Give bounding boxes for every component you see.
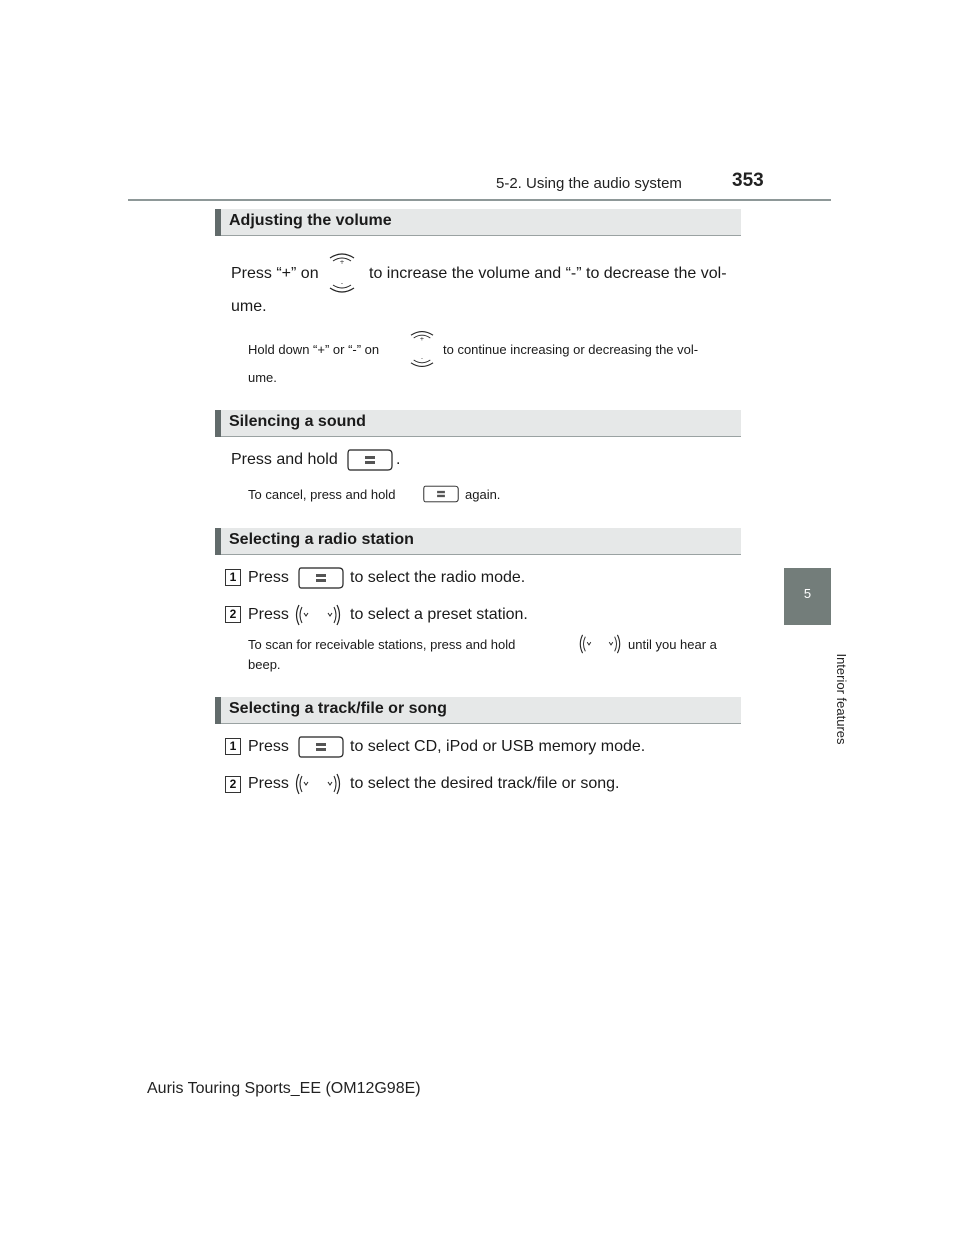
step-number-badge: 1: [225, 738, 241, 755]
section-heading-volume: [215, 209, 741, 236]
chapter-number: 5: [803, 586, 812, 601]
mode-hold-button-icon: [347, 449, 393, 471]
section-title: Selecting a radio station: [229, 531, 414, 548]
section-heading-track: [215, 697, 741, 724]
silence-instruction-b: .: [396, 451, 401, 468]
radio-note-line2: beep.: [248, 657, 281, 672]
volume-note-a: Hold down “+” or “-” on: [248, 342, 380, 357]
manual-footer: Auris Touring Sports_EE (OM12G98E): [147, 1080, 421, 1097]
mode-hold-button-icon: [298, 736, 344, 758]
mode-hold-button-icon: [298, 567, 344, 589]
radio-note-a: To scan for receivable stations, press and hold: [248, 637, 516, 652]
radio-step1-a: Press: [248, 569, 289, 586]
volume-switch-icon: [327, 248, 357, 298]
seek-switch-icon: [293, 603, 343, 627]
seek-switch-icon: [577, 633, 623, 655]
track-step2-a: Press: [248, 775, 289, 792]
step-number-badge: 2: [225, 606, 241, 623]
volume-switch-icon: [408, 326, 436, 372]
silence-note-b: again.: [465, 487, 501, 502]
section-title: Selecting a track/file or song: [229, 700, 447, 717]
radio-step2-a: Press: [248, 606, 289, 623]
track-step1-b: to select CD, iPod or USB memory mode.: [350, 738, 646, 755]
volume-note-b: to continue increasing or decreasing the vol-: [443, 342, 699, 357]
volume-instruction-line2: ume.: [231, 298, 267, 315]
seek-switch-icon: [293, 772, 343, 796]
header-section-title: 5-2. Using the audio system: [496, 175, 682, 192]
volume-instruction-a: Press “+” on: [231, 265, 319, 282]
step-number-badge: 2: [225, 776, 241, 793]
section-title: Silencing a sound: [229, 413, 366, 430]
radio-note-b: until you hear a: [628, 637, 717, 652]
volume-instruction-b: to increase the volume and “-” to decrease the vol-: [369, 265, 727, 282]
silence-note-a: To cancel, press and hold: [248, 487, 396, 502]
section-heading-silence: [215, 410, 741, 437]
section-title: Adjusting the volume: [229, 212, 392, 229]
mode-hold-button-icon: [423, 485, 459, 503]
page-number: 353: [732, 170, 764, 191]
section-heading-radio: [215, 528, 741, 555]
silence-instruction-a: Press and hold: [231, 451, 338, 468]
chapter-title: Interior features: [834, 653, 849, 745]
volume-note-line2: ume.: [248, 370, 277, 385]
track-step1-a: Press: [248, 738, 289, 755]
radio-step1-b: to select the radio mode.: [350, 569, 526, 586]
header-divider: [128, 199, 831, 201]
track-step2-b: to select the desired track/file or song.: [350, 775, 620, 792]
step-number-badge: 1: [225, 569, 241, 586]
radio-step2-b: to select a preset station.: [350, 606, 528, 623]
